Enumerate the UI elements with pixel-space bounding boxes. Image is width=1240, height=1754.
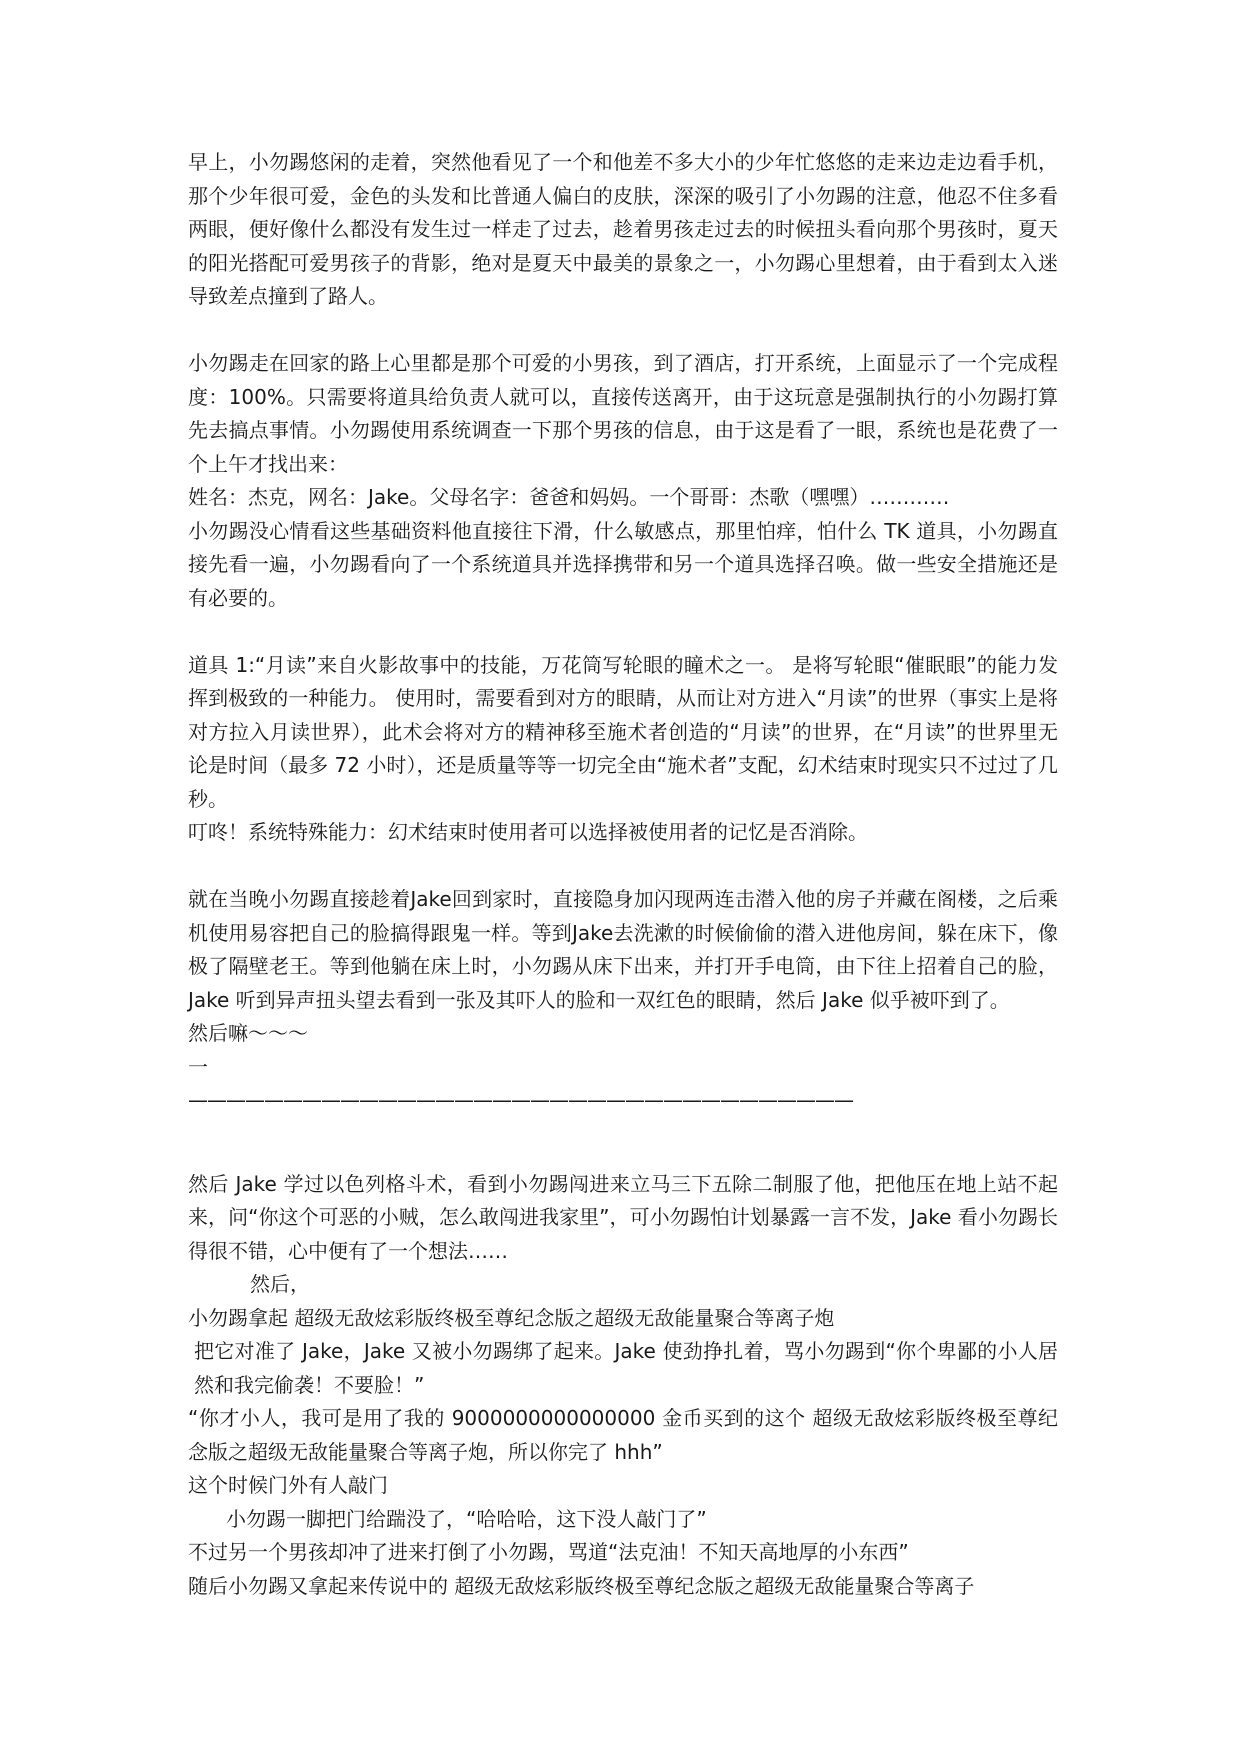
document-page <box>188 146 1058 1603</box>
paragraph-gap <box>188 1118 1058 1168</box>
paragraph-gap <box>188 850 1058 884</box>
paragraph-another-boy: 不过另一个男孩却冲了进来打倒了小勿踢，骂道“法克油！不知天高地厚的小东西” <box>188 1540 909 1564</box>
paragraph-then: 然后嘛～～～ <box>188 1021 308 1045</box>
paragraph-cannon-again: 随后小勿踢又拿起来传说中的 超级无敌炫彩版终极至尊纪念版之超级无敌能量聚合等离子 <box>188 1573 975 1598</box>
paragraph-dash: 一 <box>188 1054 208 1079</box>
separator-line: ——————————————————————————————————— <box>188 1088 853 1112</box>
paragraph-gap <box>188 615 1058 649</box>
paragraph-system-search: 小勿踢走在回家的路上心里都是那个可爱的小男孩，到了酒店，打开系统，上面显示了一个完成程度：100%。只需要将道具给负责人就可以，直接传送离开，由于这玩意是强制执行的小勿踢打算先去搞点事情。小勿踢使用系统调查一下那个男孩的信息，由于这是看了一眼，系统也是花费了一个上午才找出来： <box>188 351 1058 476</box>
paragraph-aim-at-jake: 把它对准了 Jake，Jake 又被小勿踢绑了起来。Jake 使劲挣扎着，骂小勿踢到“你个卑鄙的小人居然和我完偷袭！不要脸！” <box>194 1339 1058 1397</box>
paragraph-knock: 这个时候门外有人敲门 <box>188 1473 388 1497</box>
paragraph-night-infiltration: 就在当晚小勿踢直接趁着Jake回到家时，直接隐身加闪现两连击潜入他的房子并藏在阁楼，之后乘机使用易容把自己的脸搞得跟鬼一样。等到Jake去洗漱的时候偷偷的潜入进他房间，躲在床下，像极了隔壁老王。等到他躺在床上时，小勿踢从床下出来，并打开手电筒，由下往上招着自己的脸，Jake 听到异声扭头望去看到一张及其吓人的脸和一双红色的眼睛，然后 Jake 似乎被吓到了。 <box>188 887 1058 1012</box>
paragraph-system-ability: 叮咚！系统特殊能力：幻术结束时使用者可以选择被使用者的记忆是否消除。 <box>188 820 868 844</box>
paragraph-profile-info: 姓名：杰克，网名：Jake。父母名字：爸爸和妈妈。一个哥哥：杰歌（嘿嘿）………… <box>188 485 950 509</box>
paragraph-kick-door: 小勿踢一脚把门给踹没了，“哈哈哈，这下没人敲门了” <box>226 1506 707 1531</box>
paragraph-gap <box>188 314 1058 348</box>
paragraph-cannon: 小勿踢拿起 超级无敌炫彩版终极至尊纪念版之超级无敌能量聚合等离子炮 <box>188 1305 835 1330</box>
paragraph-morning-encounter: 早上，小勿踢悠闲的走着，突然他看见了一个和他差不多大小的少年忙悠悠的走来边走边看手机，那个少年很可爱，金色的头发和比普通人偏白的皮肤，深深的吸引了小勿踢的注意，他忍不住多看两眼，便好像什么都没有发生过一样走了过去，趁着男孩走过去的时候扭头看向那个男孩时，夏天的阳光搭配可爱男孩子的背影，绝对是夏天中最美的景象之一，小勿踢心里想着，由于看到太入迷导致差点撞到了路人。 <box>188 150 1058 308</box>
paragraph-item-tsukuyomi: 道具 1:“月读”来自火影故事中的技能，万花筒写轮眼的瞳术之一。 是将写轮眼“催眠眼”的能力发挥到极致的一种能力。 使用时，需要看到对方的眼睛，从而让对方进入“月读”的世界（事实上是将对方拉入月读世界），此术会将对方的精神移至施术者创造的“月读”的世界，在“月读”的世界里无论是时间（最多 72 小时），还是质量等等一切完全由“施术者”支配，幻术结束时现实只不过过了几秒。 <box>188 652 1058 811</box>
paragraph-scroll-down: 小勿踢没心情看这些基础资料他直接往下滑，什么敏感点，那里怕痒，怕什么 TK 道具，小勿踢直接先看一遍，小勿踢看向了一个系统道具并选择携带和另一个道具选择召唤。做一些安全措施还是有必要的。 <box>188 518 1058 610</box>
paragraph-then-indented: 然后， <box>250 1272 310 1296</box>
paragraph-jake-fights: 然后 Jake 学过以色列格斗术，看到小勿踢闯进来立马三下五除二制服了他，把他压在地上站不起来，问“你这个可恶的小贼，怎么敢闯进我家里”，可小勿踢怕计划暴露一言不发，Jake 看小勿踢长得很不错，心中便有了一个想法…… <box>188 1171 1058 1263</box>
paragraph-coins-quote: “你才小人，我可是用了我的 9000000000000000 金币买到的这个 超级无敌炫彩版终极至尊纪念版之超级无敌能量聚合等离子炮，所以你完了 hhh” <box>188 1406 1058 1464</box>
